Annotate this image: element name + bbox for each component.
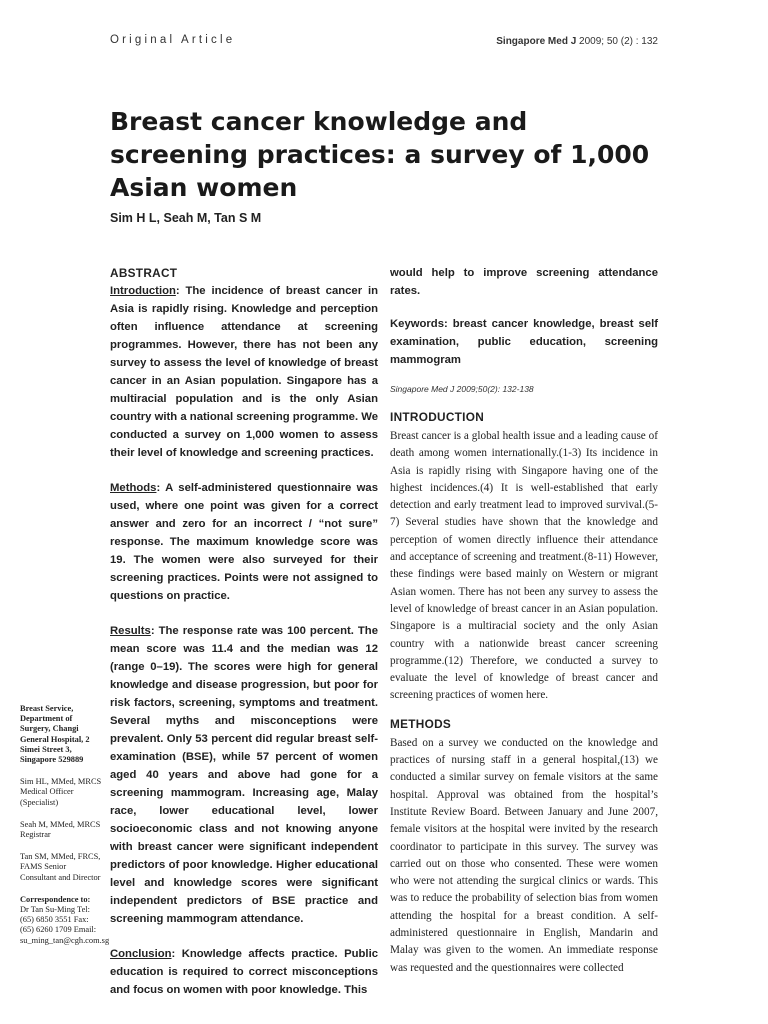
methods-heading: METHODS: [390, 716, 452, 731]
abstract-methods-text: : A self-administered questionnaire was used, where one point was given for a correct answer and zero for an incorrect / “not sure” response. The maximum knowledge score was 19. The women were also surveyed for their screening practices. Points were not assigned to questions on practice.: [110, 482, 378, 602]
journal-reference: [496, 36, 658, 47]
abstract-introduction-label: Introduction: [110, 285, 176, 297]
abstract-methods: [110, 479, 378, 605]
correspondence-label: Correspondence to:: [20, 894, 91, 904]
introduction-text: Breast cancer is a global health issue and a leading cause of death among women internationally.(1-3) Its incidence in Asia is rapidly rising with Singapore having one of the highest incidences.(4) It is well-established that early detection and early treatment lead to improved survival.(5-7) Several studies have shown that the knowledge and perception of women directly influence their attendance and acceptance of screening and treatment.(8-11) However, these findings were based mainly on Western or migrant Asian women. There has not been any survey to assess the level of knowledge of breast cancer in an Asian population. Singapore is a multiracial society and the only Asian country with a nationwide breast cancer screening programme.(12) Therefore, we conducted a survey to evaluate the level of knowledge of breast cancer and screening practices of women here.: [390, 430, 658, 702]
introduction-heading: INTRODUCTION: [390, 410, 485, 424]
author-affiliation-2: Seah M, MMed, MRCS Registrar: [20, 819, 101, 840]
abstract-introduction-text: : The incidence of breast cancer in Asia is rapidly rising. Knowledge and perception often influence attendance at screening programmes. However, there has not been any survey to assess the level of knowledge of breast cancer in an Asian population. Singapore has a multiracial population and is the only Asian country with a national screening programme. We conducted a survey on 1,000 women to assess their level of knowledge and screening practices.: [110, 285, 378, 459]
abstract-results: [110, 622, 378, 928]
correspondence-details: Dr Tan Su-Ming Tel: (65) 6850 3551 Fax: (65) 6260 1709 Email: su_ming_tan@cgh.com.sg: [20, 905, 110, 945]
article-title: Breast cancer knowledge and screening practices: a survey of 1,000 Asian women: [110, 107, 650, 202]
abstract-results-text: : The response rate was 100 percent. The mean score was 11.4 and the median was 12 (range 0–19). The scores were high for general knowledge and disease progression, but poor for risk factors, screening, symptoms and treatment. Several myths and misconceptions were prevalent. Only 53 percent did regular breast self-examination (BSE), while 57 percent of women aged 40 years and above had gone for a screening mammogram. Increasing age, Malay race, lower educational level, lower socioeconomic class and not knowing anyone with breast cancer were significant independent predictors of poor knowledge. Higher educational level and knowledge scores were significant independent predictors of BSE practice and screening mammogram attendance.: [110, 625, 378, 925]
section-label: Original Article: [110, 34, 236, 46]
abstract-conclusion-text: : Knowledge affects practice. Public education is required to correct misconceptions and focus on women with poor knowledge. This: [110, 948, 378, 996]
citation-line: Singapore Med J 2009;50(2): 132-138: [390, 384, 534, 394]
author-affiliation-3: Tan SM, MMed, FRCS, FAMS Senior Consultant and Director: [20, 852, 101, 882]
abstract-conclusion: [110, 945, 378, 999]
abstract-conclusion-continued: would help to improve screening attendance rates.: [390, 267, 658, 297]
author-affiliation-1: Sim HL, MMed, MRCS Medical Officer (Specialist): [20, 777, 102, 807]
keywords: Keywords: breast cancer knowledge, breast self examination, public education, screening mammogram: [390, 318, 658, 366]
abstract-results-label: Results: [110, 625, 151, 637]
journal-name: Singapore Med J: [496, 36, 577, 47]
body-column: [390, 264, 658, 987]
department-affiliation: Breast Service, Department of Surgery, Changi General Hospital, 2 Simei Street 3, Singapore 529889: [20, 704, 90, 765]
journal-issue: 2009; 50 (2) : 132: [579, 36, 658, 47]
methods-text: Based on a survey we conducted on the knowledge and practices of nursing staff in a general hospital,(13) we conducted a similar survey on female visitors at the same hospital. Approval was obtained from the hospital’s Institute Review Board. Between January and June 2007, female visitors at the hospital were invited by the research coordinator to participate in this survey. The survey was carried out on those who consented. These were women who were not attending the surgical clinics or wards. This was to reduce the probability of selection bias from women attending the hospital for a breast condition. A self-administered questionnaire in English, Mandarin and Malay was given to the women. An immediate response was requested and the questionnaires were collected: [390, 736, 658, 974]
abstract-introduction: [110, 282, 378, 462]
author-list: Sim H L, Seah M, Tan S M: [110, 211, 262, 225]
correspondence: [20, 894, 110, 946]
abstract-column: [110, 264, 378, 1016]
abstract-methods-label: Methods: [110, 482, 157, 494]
affiliations-sidebar: [20, 704, 110, 958]
abstract-heading: ABSTRACT: [110, 266, 178, 280]
abstract-conclusion-label: Conclusion: [110, 948, 172, 960]
